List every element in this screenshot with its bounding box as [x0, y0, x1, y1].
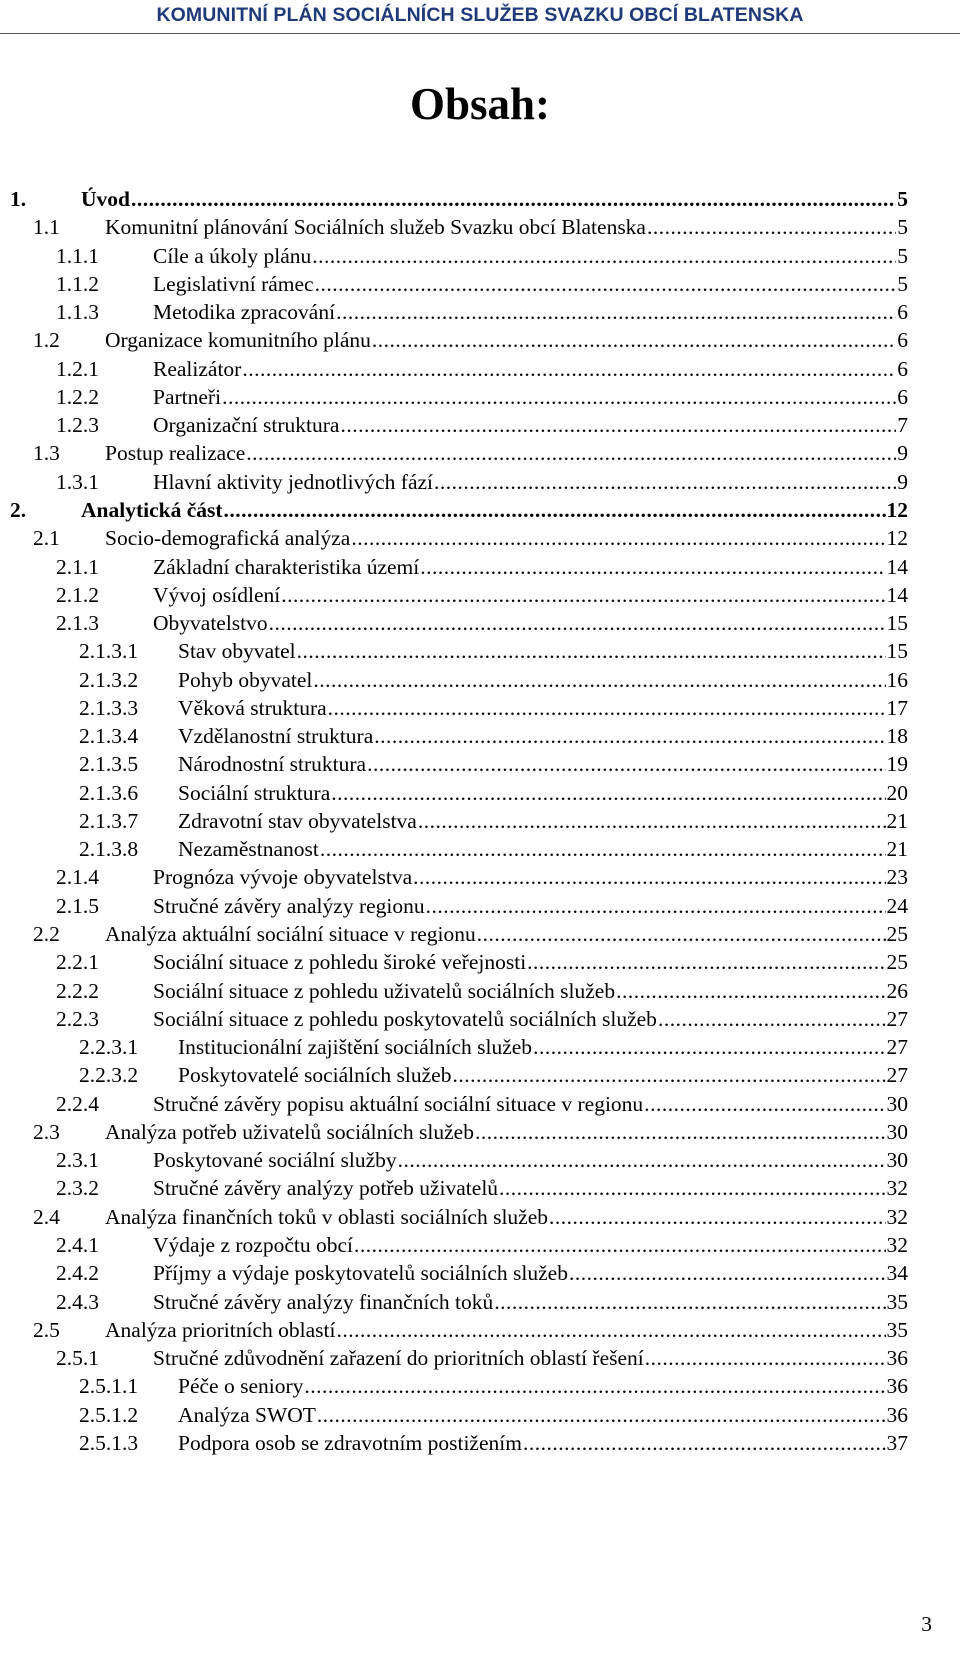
toc-entry-title: Poskytovatelé sociálních služeb	[178, 1063, 452, 1088]
toc-entry-page: 23	[886, 865, 908, 890]
toc-entry-title: Národnostní struktura	[178, 752, 367, 777]
toc-dot-leader	[658, 1006, 886, 1032]
toc-entry-title: Organizační struktura	[153, 413, 340, 438]
toc-dot-leader	[569, 1260, 886, 1286]
toc-entry-number: 1.1	[33, 215, 60, 240]
toc-entry-number: 2.1.3.4	[79, 724, 139, 749]
toc-entry-page: 35	[886, 1289, 908, 1314]
toc-entry-title: Vzdělanostní struktura	[178, 724, 374, 749]
toc-entry-title: Úvod	[81, 187, 130, 211]
toc-entry-title: Pohyb obyvatel	[178, 667, 313, 692]
toc-entry-number: 2.1.3.1	[79, 639, 139, 664]
toc-entry[interactable]	[56, 467, 908, 495]
toc-entry-number: 1.2	[33, 328, 60, 353]
toc-entry[interactable]	[33, 1117, 908, 1145]
toc-entry-page: 5	[897, 215, 908, 240]
toc-entry-page: 36	[886, 1402, 908, 1427]
toc-dot-leader	[499, 1175, 885, 1201]
toc-entry[interactable]	[79, 749, 908, 777]
toc-entry-number: 2.2.3.1	[79, 1035, 139, 1060]
toc-entry[interactable]	[33, 325, 908, 353]
toc-dot-leader	[418, 808, 886, 834]
toc-dot-leader	[351, 525, 885, 551]
toc-entry[interactable]	[56, 1343, 908, 1371]
toc-dot-leader	[647, 214, 896, 240]
toc-entry-title: Stručné závěry analýzy finančních toků	[153, 1289, 494, 1314]
toc-entry[interactable]	[56, 947, 908, 975]
toc-entry-page: 7	[897, 413, 908, 438]
toc-entry-number: 1.1.1	[56, 243, 99, 268]
toc-entry-title: Cíle a úkoly plánu	[153, 243, 312, 268]
toc-dot-leader	[426, 893, 886, 919]
toc-entry-page: 25	[886, 922, 908, 947]
toc-entry-title: Sociální situace z pohledu široké veřejnosti	[153, 950, 527, 975]
toc-entry-page: 37	[886, 1430, 908, 1455]
toc-entry-number: 2.4	[33, 1204, 60, 1229]
toc-entry-page: 36	[886, 1374, 908, 1399]
toc-entry-title: Vývoj osídlení	[153, 582, 281, 607]
toc-entry[interactable]	[56, 354, 908, 382]
toc-entry-title: Zdravotní stav obyvatelstva	[178, 808, 417, 833]
toc-entry-page: 32	[886, 1232, 908, 1257]
toc-entry-page: 24	[886, 893, 908, 918]
toc-dot-leader	[434, 469, 896, 495]
toc-entry-page: 19	[886, 752, 908, 777]
toc-entry-title: Podpora osob se zdravotním postižením	[178, 1430, 522, 1455]
toc-entry-title: Analýza SWOT	[178, 1402, 316, 1427]
toc-entry-number: 2.2.4	[56, 1091, 99, 1116]
toc-entry-title: Institucionální zajištění sociálních služeb	[178, 1035, 533, 1060]
toc-entry[interactable]	[79, 834, 908, 862]
toc-entry-page: 30	[886, 1148, 908, 1173]
toc-entry[interactable]	[56, 1258, 908, 1286]
toc-dot-leader	[281, 582, 885, 608]
toc-entry-title: Stručné zdůvodnění zařazení do prioritních oblastí řešení	[153, 1346, 644, 1371]
toc-entry[interactable]	[79, 1371, 908, 1399]
toc-entry[interactable]	[79, 1032, 908, 1060]
toc-entry[interactable]	[33, 212, 908, 240]
toc-dot-leader	[269, 610, 886, 636]
toc-entry-number: 2.5.1.1	[79, 1374, 139, 1399]
toc-entry[interactable]	[79, 1060, 908, 1088]
toc-entry-page: 34	[886, 1261, 908, 1286]
toc-entry-page: 5	[897, 243, 908, 268]
toc-dot-leader	[242, 356, 896, 382]
toc-entry-number: 2.1.3.6	[79, 780, 139, 805]
toc-entry-page: 17	[886, 695, 908, 720]
toc-dot-leader	[644, 1091, 885, 1117]
toc-entry[interactable]	[56, 410, 908, 438]
toc-entry[interactable]	[56, 552, 908, 580]
toc-entry-number: 1.2.1	[56, 356, 99, 381]
toc-entry-page: 6	[897, 356, 908, 381]
toc-entry-title: Legislativní rámec	[153, 271, 314, 296]
toc-entry[interactable]	[33, 919, 908, 947]
toc-entry-title: Sociální situace z pohledu uživatelů sociálních služeb	[153, 978, 616, 1003]
toc-entry-number: 2.1.5	[56, 893, 99, 918]
toc-entry-number: 2.2.3	[56, 1006, 99, 1031]
toc-entry[interactable]	[56, 1145, 908, 1173]
toc-entry[interactable]	[79, 806, 908, 834]
toc-entry-page: 15	[886, 611, 908, 636]
toc-entry[interactable]	[33, 438, 908, 466]
toc-entry-number: 2.1.3.5	[79, 752, 139, 777]
toc-entry[interactable]	[56, 382, 908, 410]
toc-dot-leader	[616, 978, 885, 1004]
toc-entry[interactable]	[56, 608, 908, 636]
toc-entry-number: 2.5	[33, 1317, 60, 1342]
toc-dot-leader	[246, 440, 896, 466]
toc-dot-leader	[297, 638, 886, 664]
toc-dot-leader	[527, 949, 885, 975]
toc-entry[interactable]	[56, 580, 908, 608]
toc-entry-number: 1.2.2	[56, 384, 99, 409]
toc-dot-leader	[315, 271, 897, 297]
toc-entry-number: 2.	[10, 497, 27, 522]
toc-entry-page: 21	[886, 837, 908, 862]
toc-entry-number: 2.1.1	[56, 554, 99, 579]
toc-dot-leader	[354, 1232, 886, 1258]
toc-entry-title: Nezaměstnanost	[178, 837, 319, 862]
toc-entry-number: 2.1.3	[56, 611, 99, 636]
toc-entry-title: Socio-demografická analýza	[105, 526, 351, 551]
toc-entry-number: 2.3.1	[56, 1148, 99, 1173]
toc-dot-leader	[645, 1345, 886, 1371]
running-header: KOMUNITNÍ PLÁN SOCIÁLNÍCH SLUŽEB SVAZKU OBCÍ BLATENSKA	[156, 4, 804, 26]
toc-entry-number: 1.3.1	[56, 469, 99, 494]
toc-dot-leader	[374, 723, 885, 749]
toc-dot-leader	[475, 1119, 886, 1145]
page-title: Obsah:	[409, 79, 551, 129]
toc-entry-number: 2.1.4	[56, 865, 99, 890]
toc-dot-leader	[313, 667, 885, 693]
toc-entry-number: 1.2.3	[56, 413, 99, 438]
toc-entry-page: 35	[886, 1317, 908, 1342]
toc-entry-page: 21	[886, 808, 908, 833]
toc-entry-title: Partneři	[153, 384, 222, 409]
toc-dot-leader	[452, 1062, 885, 1088]
toc-entry[interactable]	[33, 1202, 908, 1230]
toc-dot-leader	[336, 1317, 885, 1343]
toc-entry[interactable]	[56, 1230, 908, 1258]
toc-entry-page: 5	[897, 187, 908, 211]
toc-entry-number: 2.5.1	[56, 1346, 99, 1371]
toc-entry[interactable]	[79, 1428, 908, 1456]
toc-entry-number: 2.1.2	[56, 582, 99, 607]
toc-entry-number: 1.	[10, 187, 27, 211]
toc-entry-number: 2.2.1	[56, 950, 99, 975]
toc-entry-page: 6	[897, 328, 908, 353]
toc-entry[interactable]	[10, 184, 908, 212]
toc-entry[interactable]	[56, 241, 908, 269]
toc-entry-number: 2.3	[33, 1119, 60, 1144]
toc-entry-number: 2.5.1.2	[79, 1402, 139, 1427]
toc-entry-number: 2.2.3.2	[79, 1063, 139, 1088]
toc-entry-page: 12	[886, 526, 908, 551]
toc-dot-leader	[328, 695, 886, 721]
toc-entry-page: 18	[886, 724, 908, 749]
toc-entry-page: 15	[886, 639, 908, 664]
toc-entry-page: 25	[886, 950, 908, 975]
toc-dot-leader	[222, 384, 896, 410]
toc-entry[interactable]	[79, 778, 908, 806]
page-number: 3	[921, 1612, 932, 1636]
toc-dot-leader	[367, 751, 885, 777]
header-rule	[0, 33, 960, 34]
toc-dot-leader	[549, 1204, 885, 1230]
toc-entry-page: 5	[897, 271, 908, 296]
toc-dot-leader	[372, 327, 896, 353]
toc-entry-title: Péče o seniory	[178, 1374, 304, 1399]
toc-entry-page: 9	[897, 469, 908, 494]
toc-entry-number: 2.4.2	[56, 1261, 99, 1286]
toc-entry-title: Výdaje z rozpočtu obcí	[153, 1232, 353, 1257]
toc-entry[interactable]	[56, 1287, 908, 1315]
toc-entry[interactable]	[79, 665, 908, 693]
toc-entry-page: 6	[897, 384, 908, 409]
toc-entry-title: Analýza prioritních oblastí	[105, 1317, 336, 1342]
toc-entry-title: Analýza aktuální sociální situace v regionu	[105, 922, 476, 947]
toc-entry-page: 30	[886, 1091, 908, 1116]
toc-entry-page: 36	[886, 1346, 908, 1371]
toc-dot-leader	[312, 243, 896, 269]
toc-dot-leader	[494, 1289, 885, 1315]
toc-dot-leader	[413, 864, 885, 890]
toc-entry-title: Prognóza vývoje obyvatelstva	[153, 865, 413, 890]
toc-entry-number: 2.5.1.3	[79, 1430, 139, 1455]
toc-dot-leader	[224, 497, 886, 523]
toc-entry[interactable]	[79, 1400, 908, 1428]
toc-entry-page: 32	[886, 1204, 908, 1229]
toc-entry[interactable]	[56, 1173, 908, 1201]
toc-entry-page: 9	[897, 441, 908, 466]
toc-dot-leader	[320, 836, 886, 862]
toc-entry-title: Stav obyvatel	[178, 639, 296, 664]
toc-entry[interactable]	[79, 721, 908, 749]
toc-entry-title: Hlavní aktivity jednotlivých fází	[153, 469, 434, 494]
toc-entry-title: Analytická část	[81, 497, 223, 522]
toc-dot-leader	[477, 921, 886, 947]
toc-entry-title: Stručné závěry analýzy regionu	[153, 893, 425, 918]
toc-dot-leader	[420, 554, 885, 580]
toc-entry-page: 32	[886, 1176, 908, 1201]
toc-entry-title: Komunitní plánování Sociálních služeb Svazku obcí Blatenska	[105, 215, 646, 240]
toc-entry[interactable]	[33, 523, 908, 551]
toc-entry-number: 1.1.2	[56, 271, 99, 296]
toc-entry-title: Poskytované sociální služby	[153, 1148, 397, 1173]
toc-dot-leader	[331, 780, 885, 806]
toc-dot-leader	[398, 1147, 886, 1173]
toc-entry-title: Postup realizace	[105, 441, 246, 466]
toc-entry-title: Stručné závěry analýzy potřeb uživatelů	[153, 1176, 499, 1201]
toc-entry[interactable]	[56, 891, 908, 919]
toc-entry-number: 2.4.3	[56, 1289, 99, 1314]
toc-entry[interactable]	[33, 1315, 908, 1343]
toc-entry-title: Analýza potřeb uživatelů sociálních služeb	[105, 1119, 474, 1144]
toc-entry-number: 1.1.3	[56, 300, 99, 325]
toc-entry[interactable]	[10, 495, 908, 523]
toc-entry-page: 12	[886, 497, 908, 522]
toc-entry[interactable]	[56, 297, 908, 325]
toc-dot-leader	[304, 1373, 885, 1399]
toc-entry-number: 2.2.2	[56, 978, 99, 1003]
toc-dot-leader	[317, 1402, 886, 1428]
toc-entry-page: 27	[886, 1006, 908, 1031]
toc-entry-number: 2.1.3.3	[79, 695, 139, 720]
toc-entry-title: Organizace komunitního plánu	[105, 328, 371, 353]
toc-dot-leader	[533, 1034, 885, 1060]
toc-entry-number: 2.3.2	[56, 1176, 99, 1201]
toc-entry[interactable]	[56, 862, 908, 890]
toc-entry[interactable]	[56, 1089, 908, 1117]
toc-entry-number: 2.1.3.2	[79, 667, 139, 692]
toc-dot-leader	[336, 299, 896, 325]
toc-entry-page: 30	[886, 1119, 908, 1144]
toc-entry-number: 2.1.3.8	[79, 837, 139, 862]
toc-entry-title: Metodika zpracování	[153, 300, 336, 325]
toc-entry-title: Obyvatelstvo	[153, 611, 268, 636]
toc-entry-number: 1.3	[33, 441, 60, 466]
toc-entry-number: 2.2	[33, 922, 60, 947]
toc-entry-number: 2.4.1	[56, 1232, 99, 1257]
toc-entry-title: Základní charakteristika území	[153, 554, 420, 579]
toc-entry[interactable]	[79, 636, 908, 664]
toc-entry-title: Příjmy a výdaje poskytovatelů sociálních služeb	[153, 1261, 568, 1286]
toc-dot-leader	[523, 1430, 886, 1456]
toc-entry[interactable]	[79, 693, 908, 721]
toc-entry[interactable]	[56, 269, 908, 297]
toc-entry-page: 20	[886, 780, 908, 805]
toc-dot-leader	[340, 412, 896, 438]
toc-entry-page: 26	[886, 978, 908, 1003]
toc-entry-page: 16	[886, 667, 908, 692]
toc-entry-title: Sociální struktura	[178, 780, 331, 805]
toc-entry-title: Věková struktura	[178, 695, 327, 720]
toc-entry-number: 2.1	[33, 526, 60, 551]
toc-entry-title: Analýza finančních toků v oblasti sociálních služeb	[105, 1204, 549, 1229]
toc-entry-page: 6	[897, 300, 908, 325]
toc-entry[interactable]	[56, 976, 908, 1004]
toc-entry-page: 27	[886, 1035, 908, 1060]
toc-entry-title: Sociální situace z pohledu poskytovatelů sociálních služeb	[153, 1006, 657, 1031]
toc-entry-page: 14	[886, 582, 908, 607]
toc-entry-page: 27	[886, 1063, 908, 1088]
toc-entry-number: 2.1.3.7	[79, 808, 139, 833]
toc-entry-title: Stručné závěry popisu aktuální sociální situace v regionu	[153, 1091, 644, 1116]
toc-entry[interactable]	[56, 1004, 908, 1032]
toc-entry-page: 14	[886, 554, 908, 579]
toc-dot-leader	[131, 186, 896, 212]
toc-entry-title: Realizátor	[153, 356, 242, 381]
